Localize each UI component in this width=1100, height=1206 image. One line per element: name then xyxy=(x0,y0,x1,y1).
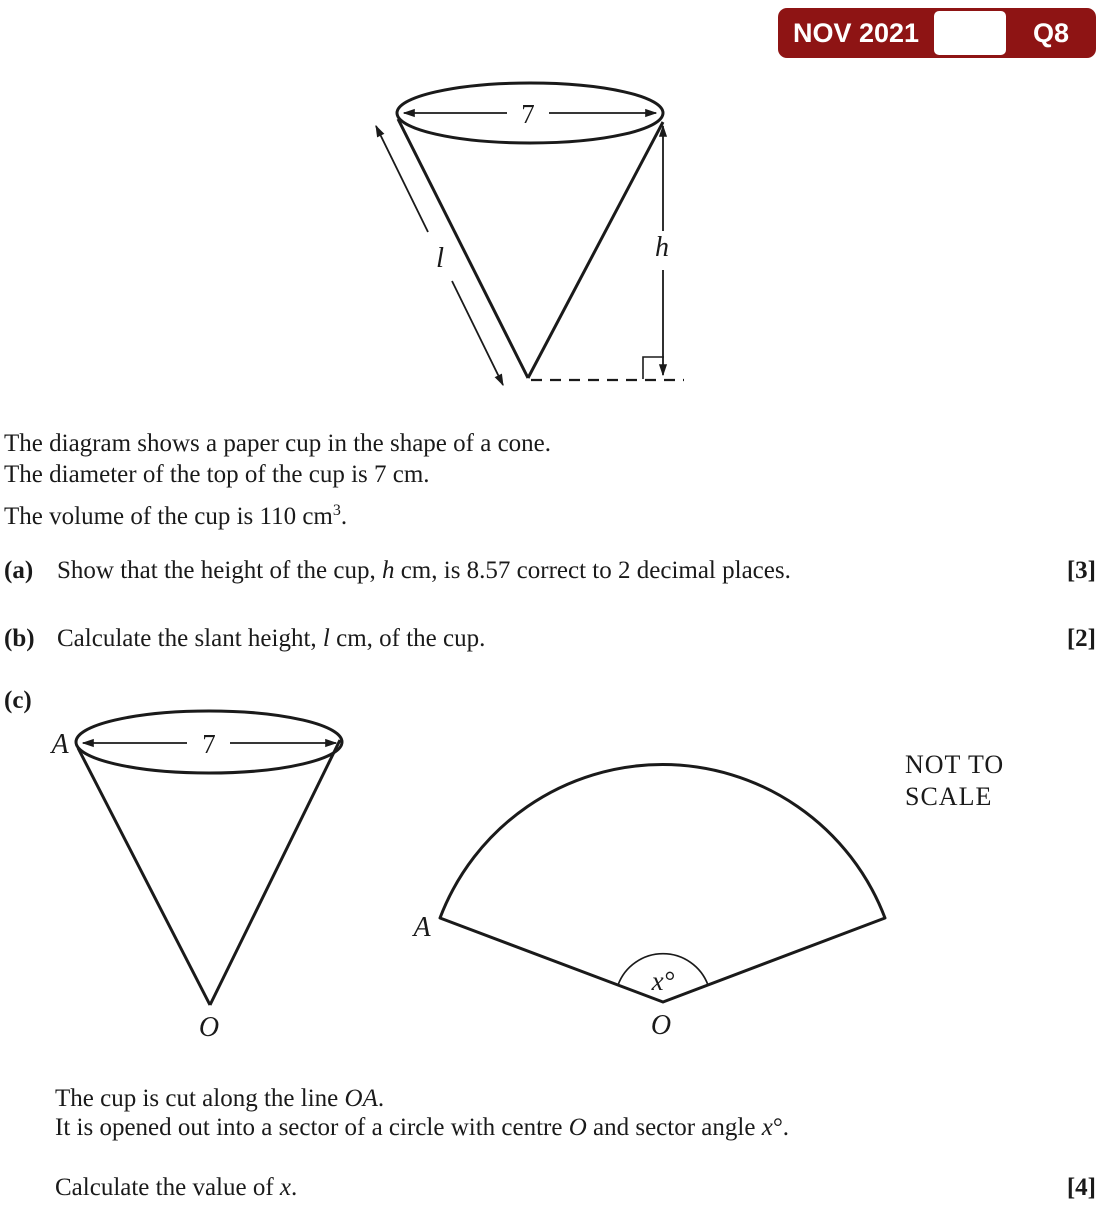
point-o-label: O xyxy=(198,1012,220,1043)
part-b-text xyxy=(57,625,485,653)
part-c-text-2 xyxy=(55,1114,789,1142)
question-part-b xyxy=(4,625,1096,657)
not-to-scale-line-2: SCALE xyxy=(905,782,993,811)
slant-label: l xyxy=(435,242,445,274)
intro-line-3-text: The volume of the cup is 110 cm xyxy=(4,503,333,530)
not-to-scale-line-1: NOT TO xyxy=(905,750,1005,779)
part-c-sector-diagram xyxy=(411,764,885,1041)
part-a-marks: [3] xyxy=(1066,557,1096,584)
diameter-label: 7 xyxy=(521,99,535,129)
slant-arrow-lower xyxy=(452,281,503,385)
centre-o: O xyxy=(568,1114,587,1141)
badge-paper: P22 xyxy=(934,11,1006,55)
part-b-text-pre: Calculate the slant height, xyxy=(57,625,323,652)
variable-x: x xyxy=(279,1174,292,1201)
line-oa: OA xyxy=(344,1085,378,1112)
part-c-question-pre: Calculate the value of xyxy=(55,1174,280,1201)
cone-left-side xyxy=(398,119,528,378)
point-o-label: O xyxy=(650,1010,672,1041)
intro-line-1: The diagram shows a paper cup in the shape of a cone. xyxy=(4,430,552,457)
part-c-marks: [4] xyxy=(1066,1174,1096,1201)
not-to-scale-note xyxy=(905,749,1004,813)
variable-h: h xyxy=(381,557,395,584)
sector-angle-label: x° xyxy=(651,966,675,996)
part-b-label: (b) xyxy=(4,625,35,652)
part-a-text-pre: Show that the height of the cup, xyxy=(57,557,382,584)
variable-l: l xyxy=(322,625,330,652)
part-c-question xyxy=(55,1174,1096,1206)
part-c-label: (c) xyxy=(4,687,32,714)
part-b-marks: [2] xyxy=(1066,625,1096,652)
part-b-text-post: cm, of the cup. xyxy=(329,625,486,652)
slant-arrow-upper xyxy=(376,126,428,232)
part-c-text-2-post: °. xyxy=(772,1114,790,1141)
part-c-text-2-pre: It is opened out into a sector of a circle with centre xyxy=(55,1114,569,1141)
right-angle-mark xyxy=(643,357,664,379)
cm-cubed-superscript: 3 xyxy=(332,502,341,519)
part-c-text-1 xyxy=(55,1085,384,1113)
intro-line-2: The diameter of the top of the cup is 7 cm. xyxy=(4,461,430,488)
cone-left-side xyxy=(78,748,210,1005)
cone-right-side xyxy=(210,740,340,1005)
cone-right-side xyxy=(528,122,663,378)
part-c-question-post: . xyxy=(291,1174,298,1201)
part-c-text-2-mid: and sector angle xyxy=(586,1114,762,1141)
part-c-cone-diagram xyxy=(49,711,342,1043)
question-part-a xyxy=(4,557,1096,589)
part-a-label: (a) xyxy=(4,557,34,584)
part-a-text-post: cm, is 8.57 correct to 2 decimal places. xyxy=(394,557,791,584)
part-c-text-1-pre: The cup is cut along the line xyxy=(55,1085,345,1112)
height-label: h xyxy=(655,232,669,263)
part-c-question-text xyxy=(55,1174,297,1201)
part-c-text-1-post: . xyxy=(377,1085,385,1112)
diameter-label: 7 xyxy=(202,729,216,759)
part-a-text xyxy=(57,557,791,585)
intro-line-3-period: . xyxy=(340,503,348,530)
intro-line-3 xyxy=(4,503,347,531)
badge-session: NOV 2021 xyxy=(792,17,920,48)
variable-x: x xyxy=(761,1114,773,1141)
point-a-label: A xyxy=(51,729,69,760)
top-cone-diagram xyxy=(376,83,684,385)
point-a-label: A xyxy=(413,912,431,943)
badge-question: Q8 xyxy=(1032,17,1070,48)
